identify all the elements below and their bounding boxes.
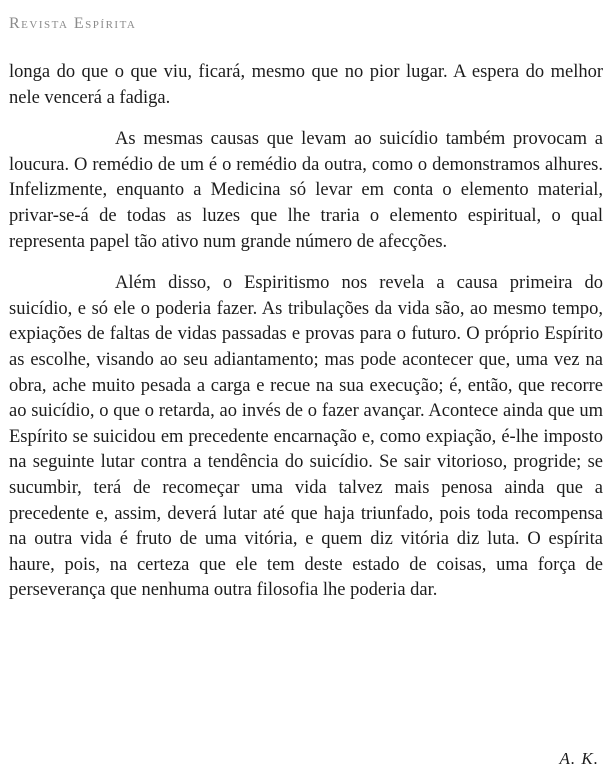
body-text bbox=[9, 60, 603, 604]
author-signature: A. K. bbox=[559, 749, 599, 768]
running-header-title: Revista Espírita bbox=[9, 15, 137, 32]
paragraph-spiritism-cause: Além disso, o Espiritismo nos revela a causa primeira do suicídio, e só ele o poderia fazer. As tribulações da vida são, ao mesmo tempo, expiações de faltas de vidas passadas e provas para o futuro. O próprio Espírito as escolhe, visando ao seu adiantamento; mas pode acontecer que, uma vez na obra, ache muito pesada a carga e recue na sua execução; é, então, que recorre ao suicídio, o que o retarda, ao invés de o fazer avançar. Acontece ainda que um Espírito se suicidou em precedente encarnação e, como expiação, é-lhe imposto na seguinte lutar contra a tendência do suicídio. Se sair vitorioso, progride; se sucumbir, terá de recomeçar uma vida talvez mais penosa ainda que a precedente e, assim, deverá lutar até que haja triunfado, pois toda recompensa na outra vida é fruto de uma vitória, e quem diz vitória diz luta. O espírita haure, pois, na certeza que ele tem deste estado de coisas, uma força de perseverança que nenhuma outra filosofia lhe poderia dar. bbox=[9, 273, 603, 601]
paragraph-continuation: longa do que o que viu, ficará, mesmo que no pior lugar. A espera do melhor nele vencerá a fadiga. bbox=[9, 62, 603, 108]
paragraph-suicide-madness: As mesmas causas que levam ao suicídio também provocam a loucura. O remédio de um é o remédio da outra, como o demonstramos alhures. Infelizmente, enquanto a Medicina só levar em conta o elemento material, privar-se-á de todas as luzes que lhe traria o elemento espiritual, o qual representa papel tão ativo num grande número de afecções. bbox=[9, 129, 603, 252]
document-page bbox=[9, 0, 603, 779]
